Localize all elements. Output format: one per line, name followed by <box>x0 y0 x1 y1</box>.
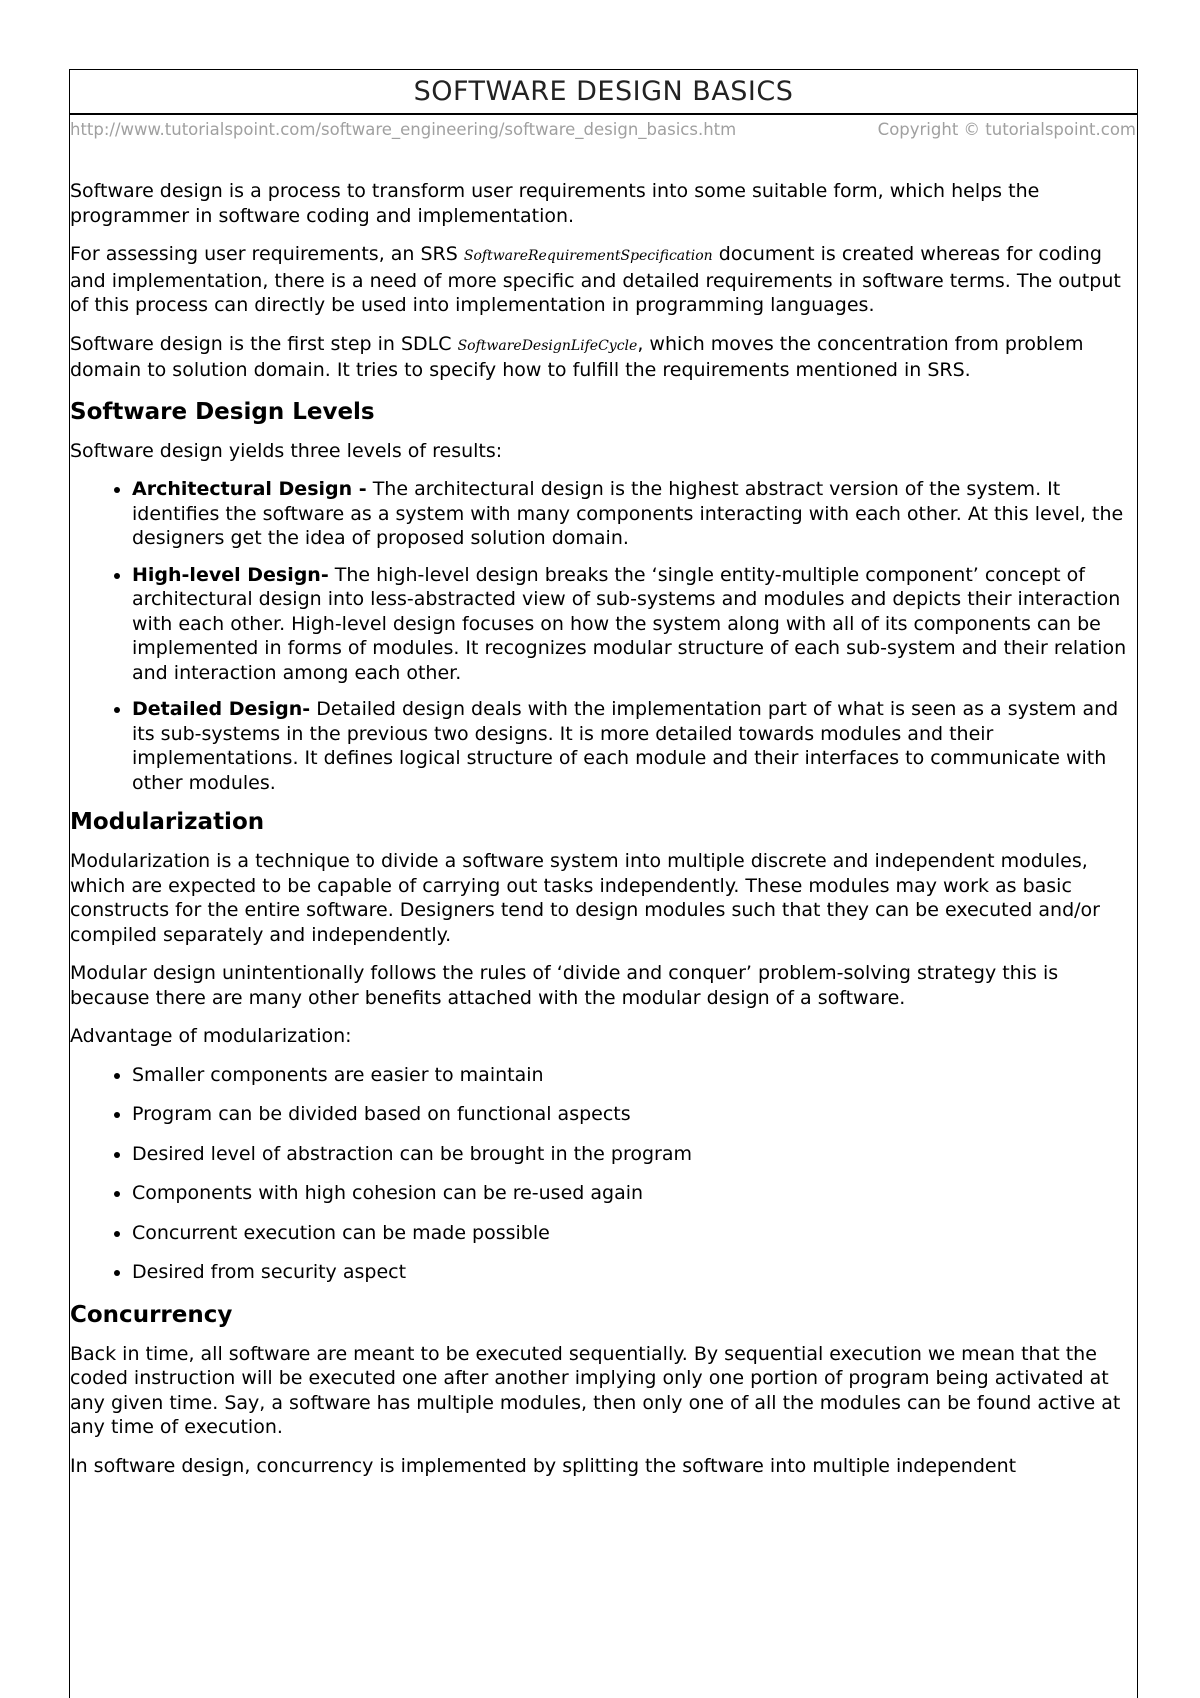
heading-modularization: Modularization <box>70 809 265 835</box>
level-text: Detailed design deals with the implementation part of what is seen as a system and its sub-systems in the previous two designs. It is more detailed towards modules and their implementations. It defines logical structure of each module and their interfaces to communicate with other modules. <box>132 698 1119 794</box>
design-levels-list <box>70 477 1137 795</box>
list-item <box>132 697 1137 795</box>
intro-p3-text-b: , which moves the concentration from problem domain to solution domain. It tries to specify how to fulfill the requirements mentioned in SRS. <box>70 332 1084 381</box>
intro-p2-text-b: document is created whereas for coding and implementation, there is a need of more specific and detailed requirements in software terms. The output of this process can directly be used into implementation in programming languages. <box>70 243 1121 316</box>
intro-paragraph-3 <box>70 332 1137 383</box>
list-item: • Desired level of abstraction can be brought in the program <box>132 1142 1137 1167</box>
list-item: • Components with high cohesion can be re-used again <box>132 1181 1137 1206</box>
intro-p2-text-a: For assessing user requirements, an SRS <box>70 243 464 265</box>
level-text: The high-level design breaks the ‘single entity-multiple component’ concept of architectural design into less-abstracted view of sub-systems and modules and depicts their interaction with each other. High-level design focuses on how the system along with all of its components can be implemented in forms of modules. It recognizes modular structure of each sub-system and their relation and interaction among each other. <box>132 563 1127 684</box>
page-title: SOFTWARE DESIGN BASICS <box>70 70 1137 115</box>
advantages-intro: Advantage of modularization: <box>70 1025 352 1047</box>
copyright-notice: Copyright © tutorialspoint.com <box>877 120 1136 139</box>
page-frame <box>69 69 1138 1698</box>
srs-expansion: SoftwareRequirementSpecification <box>463 248 713 264</box>
list-item <box>132 477 1137 551</box>
concurrency-paragraph-2: In software design, concurrency is implemented by splitting the software into multiple independent <box>70 1454 1017 1477</box>
list-item <box>132 563 1137 686</box>
list-item: • Concurrent execution can be made possible <box>132 1221 1137 1246</box>
levels-intro: Software design yields three levels of results: <box>70 439 503 462</box>
list-item: • Desired from security aspect <box>132 1260 1137 1285</box>
modularization-paragraph-2: Modular design unintentionally follows the rules of ‘divide and conquer’ problem-solving strategy this is because there are many other benefits attached with the modular design of a software. <box>70 962 1059 1009</box>
level-term: Architectural Design - <box>132 478 367 500</box>
concurrency-paragraph-1: Back in time, all software are meant to be executed sequentially. By sequential execution we mean that the coded instruction will be executed one after another implying only one portion of program being activated at any given time. Say, a software has multiple modules, then only one of all the modules can be found active at any time of execution. <box>70 1342 1121 1438</box>
document-body <box>70 179 1137 1478</box>
list-item: • Program can be divided based on functional aspects <box>132 1102 1137 1127</box>
level-text: The architectural design is the highest abstract version of the system. It identifies the software as a system with many components interacting with each other. At this level, the designers get the idea of proposed solution domain. <box>132 478 1124 549</box>
intro-paragraph-1: Software design is a process to transform user requirements into some suitable form, which helps the programmer in software coding and implementation. <box>70 180 1040 227</box>
source-bar <box>70 115 1137 141</box>
intro-paragraph-2 <box>70 242 1137 318</box>
heading-design-levels: Software Design Levels <box>70 398 375 425</box>
sdlc-expansion: SoftwareDesignLifeCycle <box>457 337 638 354</box>
level-term: High-level Design- <box>132 563 329 586</box>
level-term: Detailed Design- <box>132 698 311 720</box>
list-item: • Smaller components are easier to maintain <box>132 1063 1137 1088</box>
advantages-list <box>70 1063 1137 1285</box>
source-url[interactable]: http://www.tutorialspoint.com/software_engineering/software_design_basics.htm <box>70 120 737 139</box>
modularization-paragraph-1: Modularization is a technique to divide a software system into multiple discrete and independent modules, which are expected to be capable of carrying out tasks independently. These modules may work as basic constructs for the entire software. Designers tend to design modules such that they can be executed and/or compiled separately and independently. <box>70 850 1100 946</box>
heading-concurrency: Concurrency <box>70 1301 233 1328</box>
intro-p3-text-a: Software design is the first step in SDLC <box>70 332 458 355</box>
